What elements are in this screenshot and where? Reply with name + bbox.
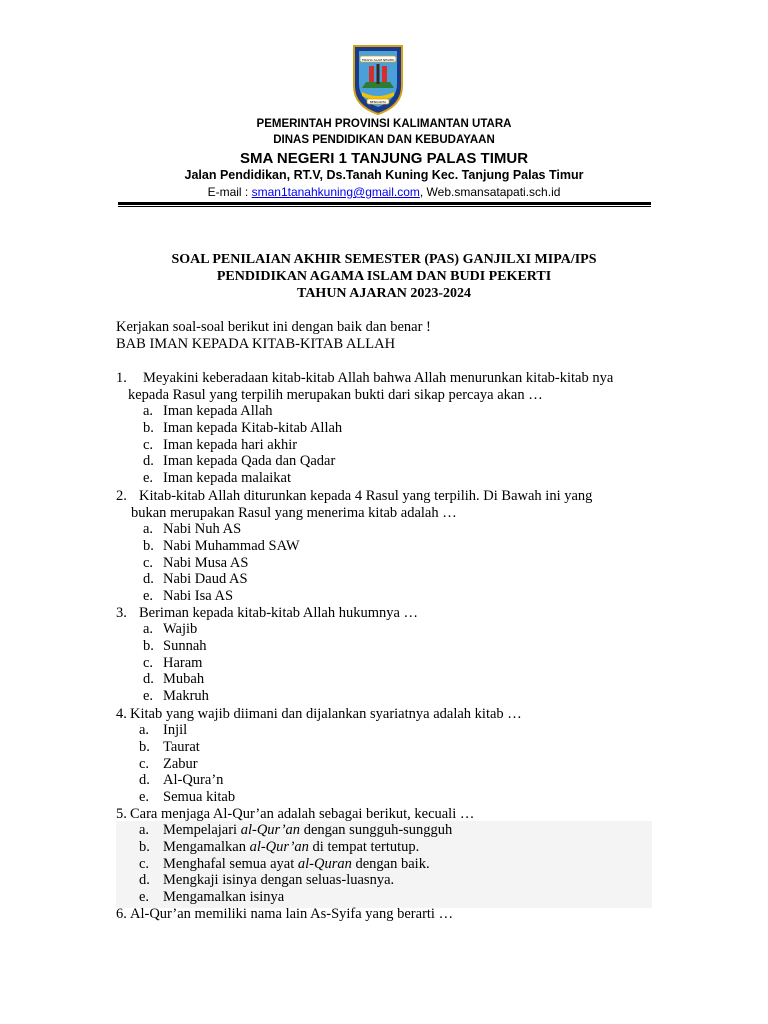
question-number: 3. — [116, 605, 127, 621]
option-text-tail: di tempat tertutup. — [308, 838, 420, 855]
question-number: 5. — [116, 806, 127, 822]
question-text: Kitab-kitab Allah diturunkan kepada 4 Rasul yang terpilih. Di Bawah ini yang — [139, 488, 593, 504]
answer-option: Makruh — [163, 688, 209, 705]
province-logo-icon — [350, 42, 406, 116]
answer-option: Taurat — [163, 738, 200, 755]
option-italic-term: al-Qur’an — [240, 822, 301, 838]
question-number: 1. — [116, 370, 127, 386]
answer-option — [163, 889, 284, 906]
question-text-continued: bukan merupakan Rasul yang menerima kitab adalah … — [131, 505, 457, 521]
option-letter: c. — [143, 654, 154, 671]
question-number: 6. — [116, 906, 127, 922]
answer-option: Nabi Nuh AS — [163, 521, 242, 537]
option-letter: c. — [143, 554, 154, 571]
question-text: Beriman kepada kitab-kitab Allah hukumnya … — [139, 605, 419, 621]
answer-option: Haram — [163, 654, 203, 671]
answer-option — [163, 822, 452, 839]
answer-option: Nabi Isa AS — [163, 588, 234, 605]
exam-year: TAHUN AJARAN 2023-2024 — [297, 286, 471, 301]
option-text-tail: dengan sungguh-sungguh — [300, 822, 453, 838]
email-link[interactable]: sman1tanahkuning@gmail.com — [251, 185, 420, 199]
option-text-tail: dengan baik. — [351, 855, 430, 872]
option-letter: d. — [143, 671, 154, 688]
option-letter: b. — [143, 537, 154, 554]
option-letter: c. — [139, 855, 150, 872]
option-letter: c. — [143, 436, 154, 453]
answer-option: Semua kitab — [163, 789, 236, 806]
chapter-heading: BAB IMAN KEPADA KITAB-KITAB ALLAH — [116, 336, 396, 352]
answer-option: Al-Qura’n — [163, 772, 224, 789]
option-letter: b. — [139, 738, 150, 755]
answer-option: Nabi Muhammad SAW — [163, 537, 300, 554]
department-line: DINAS PENDIDIKAN DAN KEBUDAYAAN — [273, 134, 495, 146]
answer-option: Iman kepada Qada dan Qadar — [163, 453, 336, 470]
question-text: Al-Qur’an memiliki nama lain As-Syifa yang berarti … — [130, 906, 454, 922]
logo-text-top: TIRAHA ALAM NEGERI — [361, 58, 395, 62]
school-address: Jalan Pendidikan, RT.V, Ds.Tanah Kuning Kec. Tanjung Palas Timur — [184, 168, 584, 182]
answer-option: Sunnah — [163, 637, 207, 654]
option-text: Mengamalkan isinya — [163, 889, 285, 906]
option-letter: b. — [139, 838, 150, 855]
option-letter: e. — [143, 470, 154, 487]
logo-text-bottom: BENUANTA — [369, 100, 387, 104]
option-text: Mengamalkan — [163, 838, 250, 855]
answer-option — [163, 872, 394, 889]
school-name: SMA NEGERI 1 TANJUNG PALAS TIMUR — [239, 150, 529, 167]
option-letter: e. — [139, 889, 150, 906]
answer-option: Iman kepada Allah — [163, 403, 273, 419]
option-letter: b. — [143, 637, 154, 654]
option-letter: a. — [143, 621, 154, 637]
option-letter: e. — [143, 688, 154, 705]
option-letter: d. — [139, 872, 150, 889]
exam-subject: PENDIDIKAN AGAMA ISLAM DAN BUDI PEKERTI — [216, 269, 552, 284]
exam-title: SOAL PENILAIAN AKHIR SEMESTER (PAS) GANJILXI MIPA/IPS — [171, 252, 597, 267]
answer-option — [163, 839, 419, 856]
government-line: PEMERINTAH PROVINSI KALIMANTAN UTARA — [256, 118, 512, 130]
option-text: Menghafal semua ayat — [163, 855, 298, 872]
option-letter: b. — [143, 419, 154, 436]
option-text: Mempelajari — [163, 822, 241, 838]
option-letter: a. — [139, 722, 150, 738]
contact-line — [0, 185, 768, 199]
option-letter: d. — [139, 772, 150, 789]
question-text-continued: kepada Rasul yang terpilih merupakan bukti dari sikap percaya akan … — [128, 387, 543, 403]
option-letter: e. — [143, 588, 154, 605]
option-text: Mengkaji isinya dengan seluas-luasnya. — [163, 872, 395, 889]
answer-option: Wajib — [163, 621, 198, 637]
option-italic-term: al-Qur’an — [249, 838, 309, 855]
option-letter: a. — [143, 403, 154, 419]
question-text: Cara menjaga Al-Qur’an adalah sebagai berikut, kecuali … — [130, 806, 475, 822]
option-italic-term: al-Quran — [297, 855, 352, 872]
option-letter: a. — [143, 521, 154, 537]
answer-option: Iman kepada malaikat — [163, 470, 292, 487]
question-text: Meyakini keberadaan kitab-kitab Allah bahwa Allah menurunkan kitab-kitab nya — [143, 370, 614, 386]
header-divider-thin — [118, 206, 651, 207]
option-letter: a. — [139, 822, 150, 838]
option-letter: e. — [139, 789, 150, 806]
instruction-text: Kerjakan soal-soal berikut ini dengan baik dan benar ! — [116, 319, 431, 335]
answer-option: Nabi Daud AS — [163, 571, 248, 588]
answer-option: Zabur — [163, 755, 198, 772]
email-label: E-mail : — [207, 185, 252, 199]
option-letter: c. — [139, 755, 150, 772]
header-divider-thick — [118, 202, 651, 205]
answer-option — [163, 856, 430, 873]
answer-option: Injil — [163, 722, 188, 738]
answer-option: Iman kepada Kitab-kitab Allah — [163, 419, 343, 436]
answer-option: Iman kepada hari akhir — [163, 436, 298, 453]
question-number: 4. — [116, 706, 127, 722]
question-text: Kitab yang wajib diimani dan dijalankan syariatnya adalah kitab … — [130, 706, 522, 722]
answer-option: Mubah — [163, 671, 205, 688]
option-letter: d. — [143, 453, 154, 470]
question-number: 2. — [116, 488, 127, 504]
answer-option: Nabi Musa AS — [163, 554, 249, 571]
option-letter: d. — [143, 571, 154, 588]
website-text: , Web.smansatapati.sch.id — [419, 185, 561, 199]
